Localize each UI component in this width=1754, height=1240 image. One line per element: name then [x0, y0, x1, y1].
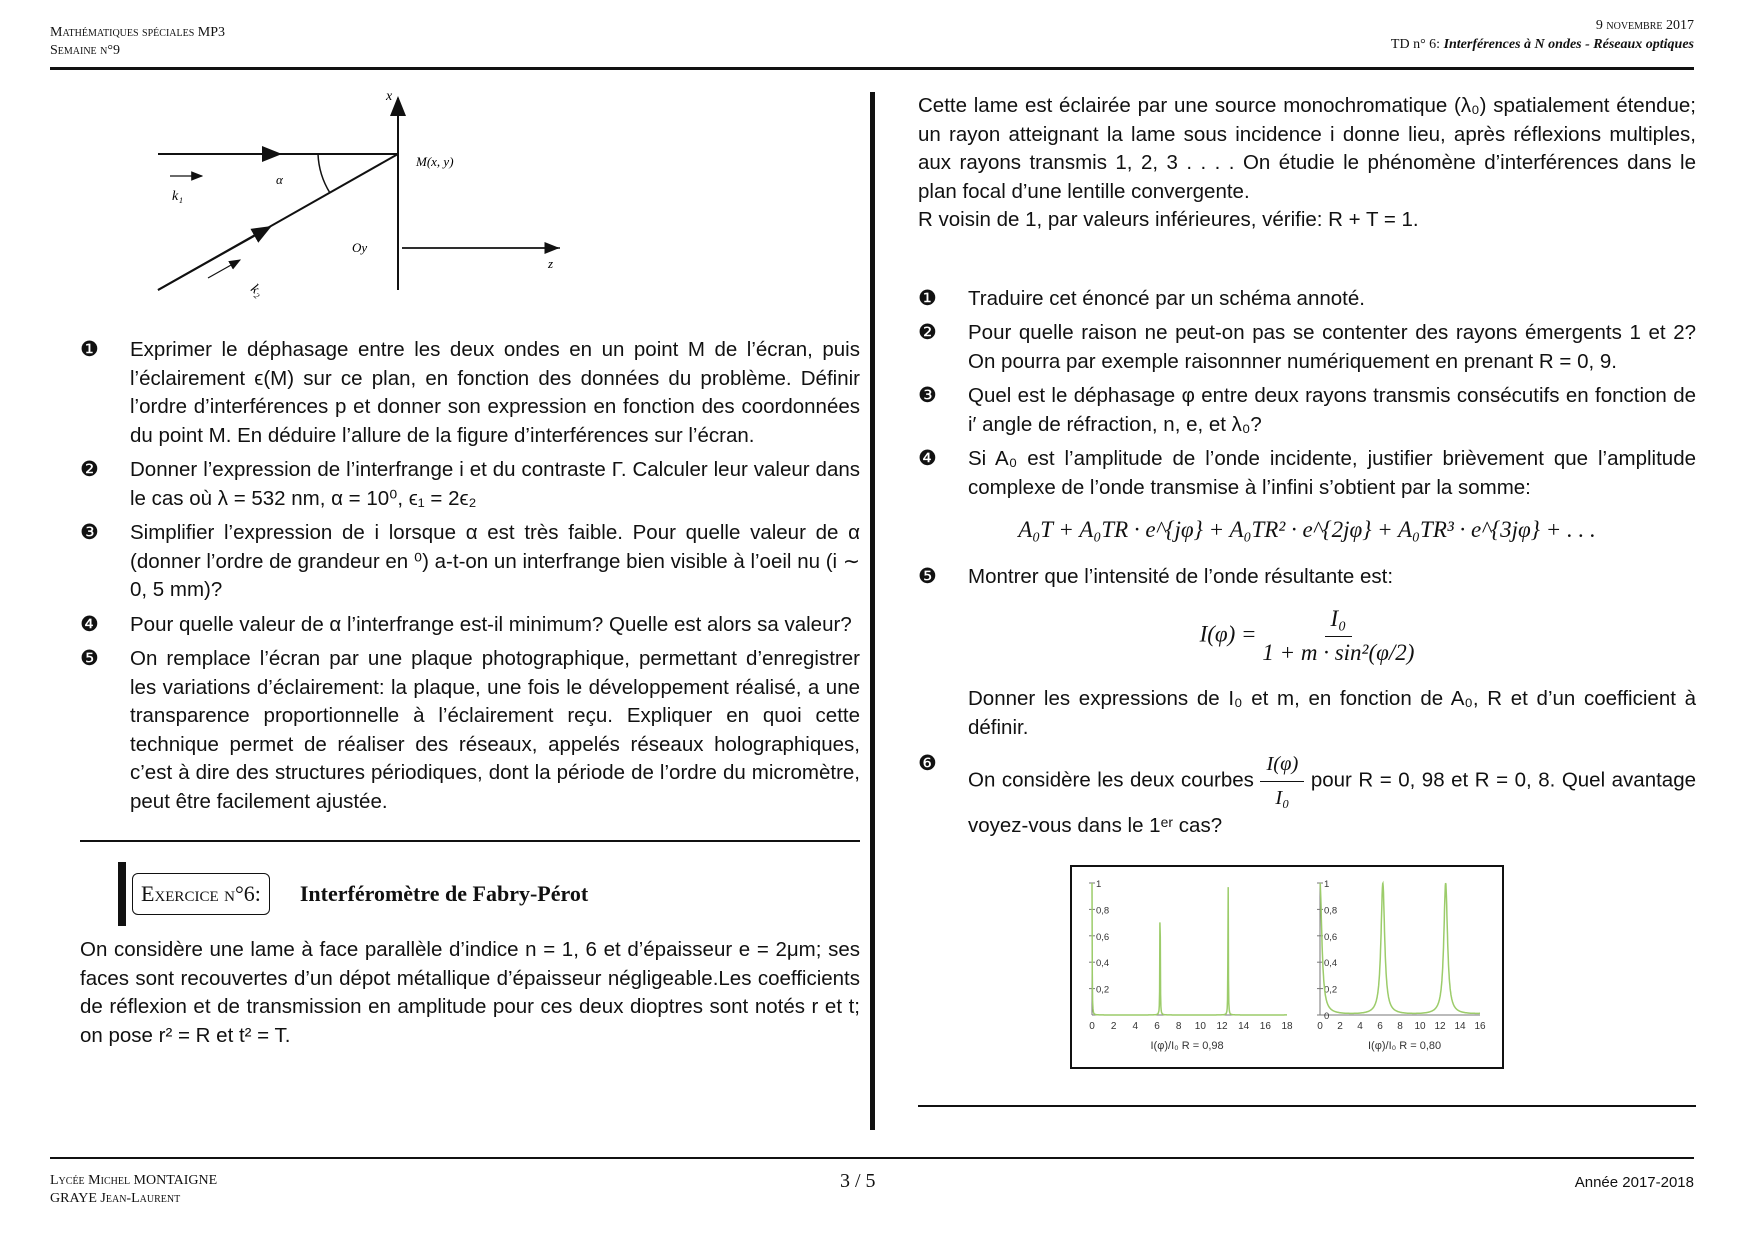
right-intro-2: R voisin de 1, par valeurs inférieures, vérifie: R + T = 1.: [918, 208, 1419, 231]
chart-1-ytick: 0,4: [1096, 957, 1110, 969]
rq-4: [918, 445, 1696, 502]
chart-2-xtick: 12: [1434, 1020, 1446, 1032]
rq-6-a: On considère les deux courbes: [968, 768, 1254, 792]
course-name: Mathématiques spéciales MP3: [50, 25, 226, 40]
question-1-text: Exprimer le déphasage entre les deux ondes en un point M de l’écran, puis l’éclairement ϵ(M) sur ce plan, en fonction des données du problème. Définir l’ordre d’interférences p et donner son expression en fonction des coordonnées du point M. En déduire l’allure de la figure d’interférences sur l’écran.: [130, 338, 860, 447]
exercise-bar: [118, 862, 126, 926]
oy-label: Oy: [352, 240, 368, 255]
chart-1-ytick: 0,6: [1096, 931, 1110, 943]
rq-1: [918, 285, 1696, 314]
chart-2-ytick: 0,6: [1324, 931, 1338, 943]
rq-6-text: [968, 750, 1696, 841]
td-title: Interférences à N ondes - Réseaux optiques: [1443, 37, 1694, 52]
chart-2-xtick: 6: [1377, 1020, 1383, 1032]
chart-1-xtick: 8: [1175, 1020, 1182, 1032]
rbullet-1: ❶: [918, 286, 937, 310]
rbullet-3: ❸: [918, 384, 937, 407]
header-left: [50, 24, 225, 60]
chart-1-ytick: 1: [1096, 878, 1102, 890]
chart-2-ytick: 0: [1324, 1010, 1330, 1022]
chart-2-xtick: 14: [1454, 1020, 1466, 1032]
chart-1-ytick: 0,2: [1096, 984, 1110, 996]
eq-lhs: I(φ) =: [1199, 621, 1257, 647]
footer-left: [50, 1172, 217, 1208]
question-5: [80, 645, 860, 816]
point-m-label: M(x, y): [416, 154, 454, 169]
bullet-2: ❷: [80, 458, 99, 481]
chart-2-xtick: 16: [1474, 1020, 1486, 1032]
right-bottom-rule: [918, 1105, 1696, 1107]
author-name: GRAYE Jean-Laurent: [50, 1191, 181, 1206]
ray-2-arrow: [158, 227, 270, 290]
td-prefix: TD n° 6:: [1390, 37, 1441, 52]
rq-5: [918, 563, 1696, 592]
chart-2-ytick: 1: [1324, 878, 1330, 890]
wave-diagram: [80, 90, 560, 300]
chart-1-xlabel: I(φ)/I₀ R = 0,98: [1150, 1039, 1224, 1052]
k2-label: k₂: [247, 281, 266, 300]
left-column: [80, 90, 860, 1050]
chart-1-xtick: 0: [1089, 1020, 1095, 1032]
chart-2-curve: [1320, 883, 1480, 1013]
rq-2: [918, 319, 1696, 376]
rq-6: [918, 750, 1696, 841]
rbullet-2: ❷: [918, 321, 937, 344]
page-number: 3 / 5: [840, 1170, 876, 1192]
intensity-charts: [1070, 865, 1504, 1069]
chart-1-xtick: 6: [1154, 1020, 1160, 1032]
rbullet-4: ❹: [918, 447, 937, 470]
exercise-title: Interféromètre de Fabry-Pérot: [299, 880, 589, 906]
rq-3-text: Quel est le déphasage φ entre deux rayons transmis consécutifs en fonction de i′ angle de réfraction, n, e, et λ₀?: [968, 384, 1696, 436]
chart-2-ytick: 0,4: [1324, 957, 1338, 969]
rq-6-b: pour R = 0, 98 et R = 0, 8. Quel avantage voyez-vous dans le 1ᵉʳ cas?: [968, 768, 1696, 837]
rq-6-num: I(φ): [1260, 750, 1304, 782]
rq-6-fraction: [1260, 750, 1304, 812]
question-2-text: Donner l’expression de l’interfrange i et du contraste Γ. Calculer leur valeur dans le cas où λ = 532 nm, α = 10⁰, ϵ₁ = 2ϵ₂: [130, 458, 860, 510]
chart-1-xtick: 16: [1259, 1020, 1271, 1032]
right-column: [918, 92, 1696, 1107]
x-axis-label: x: [386, 90, 393, 104]
chart-2-ytick: 0,8: [1324, 904, 1338, 916]
chart-1-xtick: 4: [1132, 1020, 1139, 1032]
question-1: [80, 336, 860, 450]
eq-numerator: I₀: [1325, 605, 1353, 637]
chart-1-xtick: 12: [1216, 1020, 1228, 1032]
bullet-4: ❹: [80, 612, 99, 636]
bullet-1: ❶: [80, 338, 99, 361]
rq-5b-text: Donner les expressions de I₀ et m, en fonction de A₀, R et d’un coefficient à définir.: [968, 687, 1696, 739]
chart-1-ytick: 0,8: [1096, 904, 1110, 916]
chart-1-curve: [1092, 883, 1287, 1015]
rq-5-text: Montrer que l’intensité de l’onde résultante est:: [968, 564, 1394, 588]
date: 9 novembre 2017: [1595, 18, 1694, 33]
alpha-label: α: [276, 172, 283, 187]
rq-2-text: Pour quelle raison ne peut-on pas se contenter des rayons émergents 1 et 2? On pourra par exemple raisonnner numériquement en prenant R = 0, 9.: [968, 321, 1696, 373]
sum-equation: A₀T + A₀TR · e^{jφ} + A₀TR² · e^{2jφ} + A₀TR³ · e^{3jφ} + . . .: [1018, 517, 1596, 542]
eq-denominator: 1 + m · sin²(φ/2): [1262, 639, 1415, 665]
exercise-label: Exercice n°6:: [132, 873, 270, 916]
k2-vector: [208, 260, 240, 278]
question-5-text: On remplace l’écran par une plaque photographique, permettant d’enregistrer les variations d’éclairement: la plaque, une fois le développement réalisé, a une transparence proportionnelle à l’éclairement reçu. Expliquer en quoi cette technique permet de réaliser des réseaux, appelés réseaux holographiques, c’est à dire des structures périodiques, dont la période de l’ordre du micromètre, peut être facilement ajustée.: [130, 647, 860, 813]
angle-arc: [318, 154, 330, 193]
footer-rule: [50, 1157, 1694, 1159]
chart-1-xtick: 2: [1110, 1020, 1117, 1032]
bullet-5: ❺: [80, 647, 99, 670]
chart-2-xlabel: I(φ)/I₀ R = 0,80: [1368, 1039, 1442, 1052]
question-3: [80, 519, 860, 605]
td-line: [1391, 35, 1694, 54]
rq-1-text: Traduire cet énoncé par un schéma annoté.: [968, 286, 1365, 310]
header-right: [1391, 16, 1694, 54]
chart-2-xtick: 2: [1337, 1020, 1343, 1032]
bullet-3: ❸: [80, 521, 99, 544]
exercise-heading: [80, 862, 860, 926]
eq-fraction: [1262, 605, 1414, 667]
rbullet-5: ❺: [918, 564, 937, 588]
question-4-text: Pour quelle valeur de α l’interfrange est-il minimum? Quelle est alors sa valeur?: [130, 612, 852, 636]
chart-2-xtick: 10: [1414, 1020, 1426, 1032]
rq-6-den: I₀: [1275, 786, 1290, 809]
chart-2-xtick: 4: [1357, 1020, 1363, 1032]
exercise-intro: On considère une lame à face parallèle d’indice n = 1, 6 et d’épaisseur e = 2μm; ses faces sont recouvertes d’un dépot métallique d’épaisseur négligeable.Les coefficients de réflexion et de transmission en amplitude pour ces deux dioptres sont notés r et t; on pose r² = R et t² = T.: [80, 938, 860, 1047]
chart-1-xtick: 18: [1281, 1020, 1293, 1032]
question-2: [80, 456, 860, 513]
chart-1-xtick: 10: [1194, 1020, 1206, 1032]
rq-4-text: Si A₀ est l’amplitude de l’onde incidente, justifier brièvement que l’amplitude complexe de l’onde transmise à l’infini s’obtient par la somme:: [968, 447, 1696, 499]
header-rule: [50, 67, 1694, 70]
k1-label: k₁: [172, 189, 184, 204]
school-year: Année 2017-2018: [1574, 1174, 1694, 1191]
column-divider: [870, 92, 875, 1130]
section-rule: [80, 840, 860, 842]
chart-2-xtick: 8: [1397, 1020, 1403, 1032]
rbullet-6: ❻: [918, 752, 937, 775]
intensity-equation: [918, 605, 1696, 667]
question-3-text: Simplifier l’expression de i lorsque α est très faible. Pour quelle valeur de α (donner l’ordre de grandeur en ⁰) a-t-on un interfrange bien visible à l’oeil nu (i ∼ 0, 5 mm)?: [130, 521, 860, 601]
chart-2-xtick: 0: [1317, 1020, 1323, 1032]
school-name: Lycée Michel MONTAIGNE: [50, 1173, 218, 1188]
right-intro: Cette lame est éclairée par une source monochromatique (λ₀) spatialement étendue; un rayon atteignant la lame sous incidence i donne lieu, après réflexions multiples, aux rayons transmis 1, 2, 3 . . . . On étudie le phénomène d’interférences dans le plan focal d’une lentille convergente.: [918, 94, 1696, 203]
week-label: Semaine n°9: [50, 43, 120, 58]
question-4: [80, 611, 860, 640]
chart-2-ytick: 0,2: [1324, 984, 1338, 996]
chart-1-xtick: 14: [1238, 1020, 1250, 1032]
z-axis-label: z: [548, 256, 554, 271]
rq-3: [918, 382, 1696, 439]
